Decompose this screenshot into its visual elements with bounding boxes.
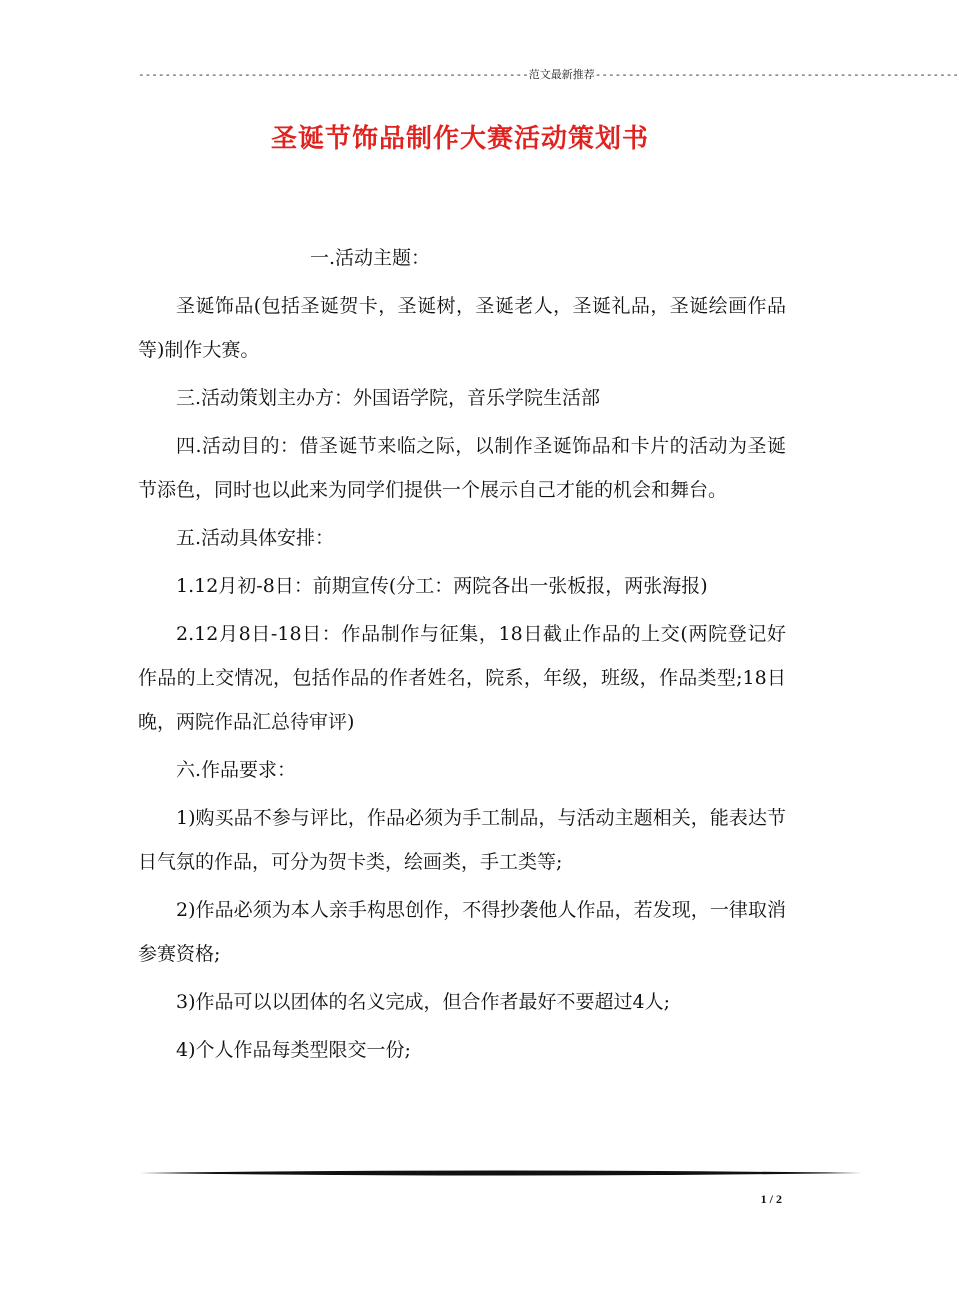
- section-heading-schedule: 五.活动具体安排：: [176, 527, 335, 549]
- section-heading-requirements: 六.作品要求：: [176, 759, 297, 781]
- paragraph-theme-content: 圣诞饰品(包括圣诞贺卡，圣诞树，圣诞老人，圣诞礼品，圣诞绘画作品等)制作大赛。: [138, 295, 786, 361]
- paragraph-requirement-1: 1)购买品不参与评比，作品必须为手工制品，与活动主题相关，能表达节日气氛的作品，可分为贺卡类，绘画类，手工类等;: [138, 807, 786, 873]
- paragraph-schedule-2: 2.12月8日-18日：作品制作与征集，18日截止作品的上交(两院登记好作品的上交情况，包括作品的作者姓名，院系，年级，班级，作品类型;18日晚，两院作品汇总待审评): [138, 623, 786, 733]
- paragraph-requirement-4: 4)个人作品每类型限交一份;: [176, 1039, 411, 1061]
- paragraph-schedule-1: 1.12月初-8日：前期宣传(分工：两院各出一张板报，两张海报): [176, 575, 708, 597]
- document-body: [138, 236, 786, 1076]
- document-title: 圣诞节饰品制作大赛活动策划书: [270, 124, 649, 154]
- paragraph-organizer: 三.活动策划主办方：外国语学院，音乐学院生活部: [176, 387, 601, 409]
- page-number: 1 / 2: [760, 1192, 782, 1206]
- section-heading-theme: 一.活动主题：: [310, 247, 431, 269]
- paragraph-requirement-3: 3)作品可以以团体的名义完成，但合作者最好不要超过4人;: [176, 991, 670, 1013]
- footer-divider: [140, 1168, 862, 1178]
- paragraph-requirement-2: 2)作品必须为本人亲手构思创作，不得抄袭他人作品，若发现，一律取消参赛资格;: [138, 899, 786, 965]
- header-banner: -----------------------------------------------------------范文最新推荐-------------------------------------------------------: [138, 68, 959, 81]
- paragraph-purpose: 四.活动目的：借圣诞节来临之际，以制作圣诞饰品和卡片的活动为圣诞节添色，同时也以此来为同学们提供一个展示自己才能的机会和舞台。: [138, 435, 786, 501]
